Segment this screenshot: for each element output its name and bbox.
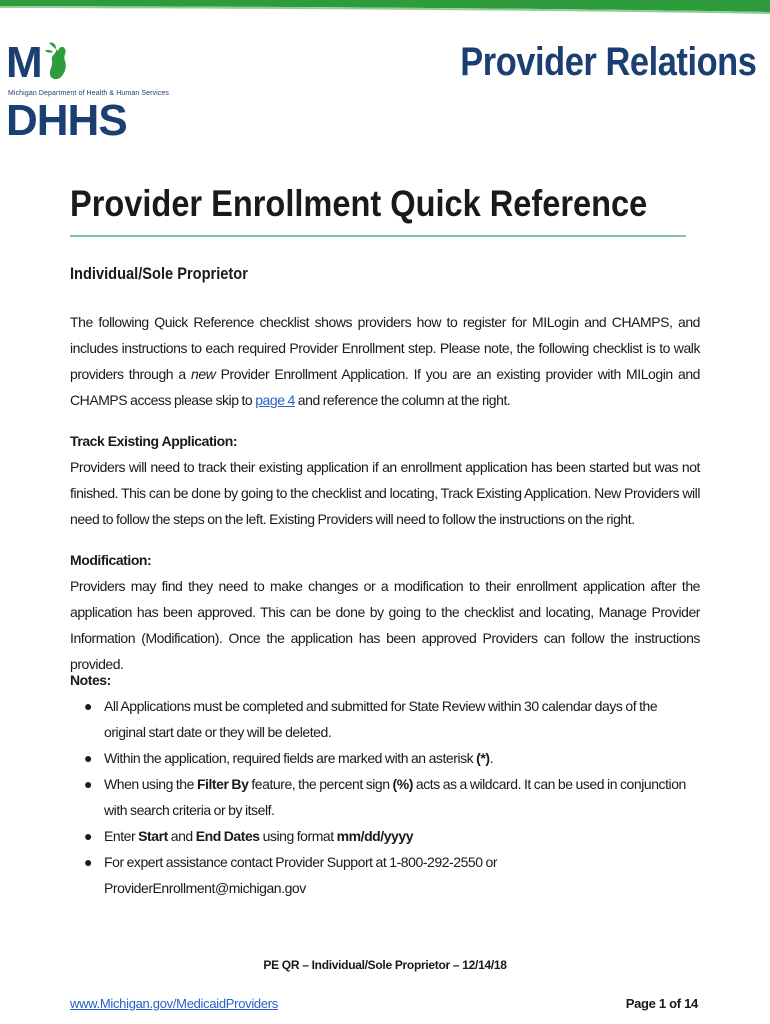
note-bold: mm/dd/yyyy — [336, 828, 414, 844]
michigan-state-icon — [43, 41, 69, 81]
note-text: For expert assistance contact Provider Support at 1-800-292-2550 or ProviderEnrollment@michigan.gov — [104, 854, 498, 896]
list-item — [84, 745, 700, 771]
note-text: When using the — [104, 776, 197, 792]
notes-section — [70, 667, 700, 901]
notes-list — [70, 693, 700, 901]
page-4-link[interactable]: page 4 — [255, 392, 295, 408]
modification-paragraph: Providers may find they need to make changes or a modification to their enrollment application after the application has been approved. This can be done by going to the checklist and locating, Manage Provider Information (Modification). Once the application has been approved Providers can follow the instructions provided. — [70, 578, 700, 672]
bullet-icon: ● — [84, 750, 93, 766]
track-paragraph: Providers will need to track their existing application if an enrollment application has been started but was not finished. This can be done by going to the checklist and locating, Track Existing Application. New Providers will need to follow the steps on the left. Existing Providers will need to follow the instructions on the right. — [70, 459, 700, 527]
intro-text-2: Provider Enrollment Application. If you are an existing provider with MILogin and CHAMPS access please skip to — [70, 366, 700, 408]
modification-section — [70, 547, 700, 677]
header-title: Provider Relations — [459, 40, 756, 84]
note-text: acts as a wildcard. It can be used in conjunction with search criteria or by itself. — [104, 776, 686, 818]
list-item — [84, 771, 700, 823]
bullet-icon: ● — [84, 698, 93, 714]
logo-letters-dhhs: DHHS — [6, 96, 127, 145]
note-text: Enter — [104, 828, 139, 844]
note-bold: Start — [138, 828, 168, 844]
note-text: All Applications must be completed and submitted for State Review within 30 calendar days of the original start date or they will be deleted. — [104, 698, 658, 740]
document-title: Provider Enrollment Quick Reference — [70, 183, 648, 224]
page-number: Page 1 of 14 — [625, 996, 698, 1011]
modification-heading: Modification: — [70, 552, 152, 568]
bullet-icon: ● — [84, 854, 93, 870]
note-text: Within the application, required fields are marked with an asterisk — [104, 750, 477, 766]
title-divider — [70, 235, 686, 237]
intro-italic: new — [191, 366, 216, 382]
note-text: using format — [259, 828, 337, 844]
logo-subtitle: Michigan Department of Health & Human Services — [8, 90, 170, 97]
note-text: and — [167, 828, 196, 844]
document-subtitle: Individual/Sole Proprietor — [70, 264, 248, 283]
intro-text-1: The following Quick Reference checklist shows providers how to register for MILogin and CHAMPS, and includes instructions to each required Provider Enrollment step. Please note, the following checklist is to walk providers through a — [70, 314, 700, 382]
header-green-bar — [0, 0, 770, 16]
intro-text-3: and reference the column at the right. — [294, 392, 511, 408]
bullet-icon: ● — [84, 828, 93, 844]
note-bold: (%) — [392, 776, 413, 792]
mdhhs-logo — [6, 34, 170, 145]
footer-website-link[interactable]: www.Michigan.gov/MedicaidProviders — [70, 996, 279, 1011]
list-item — [84, 823, 700, 849]
bullet-icon: ● — [84, 776, 93, 792]
list-item — [84, 693, 700, 745]
note-bold: (*) — [476, 750, 490, 766]
note-text: . — [489, 750, 494, 766]
logo-letter-m: M — [6, 38, 42, 87]
track-section — [70, 428, 700, 532]
note-bold: End Dates — [195, 828, 260, 844]
notes-heading: Notes: — [70, 672, 111, 688]
footer-document-id: PE QR – Individual/Sole Proprietor – 12/14/18 — [263, 958, 507, 972]
note-bold: Filter By — [196, 776, 249, 792]
track-heading: Track Existing Application: — [70, 433, 238, 449]
intro-paragraph — [70, 309, 700, 413]
intro-section — [70, 309, 700, 413]
list-item — [84, 849, 700, 901]
note-text: feature, the percent sign — [248, 776, 393, 792]
